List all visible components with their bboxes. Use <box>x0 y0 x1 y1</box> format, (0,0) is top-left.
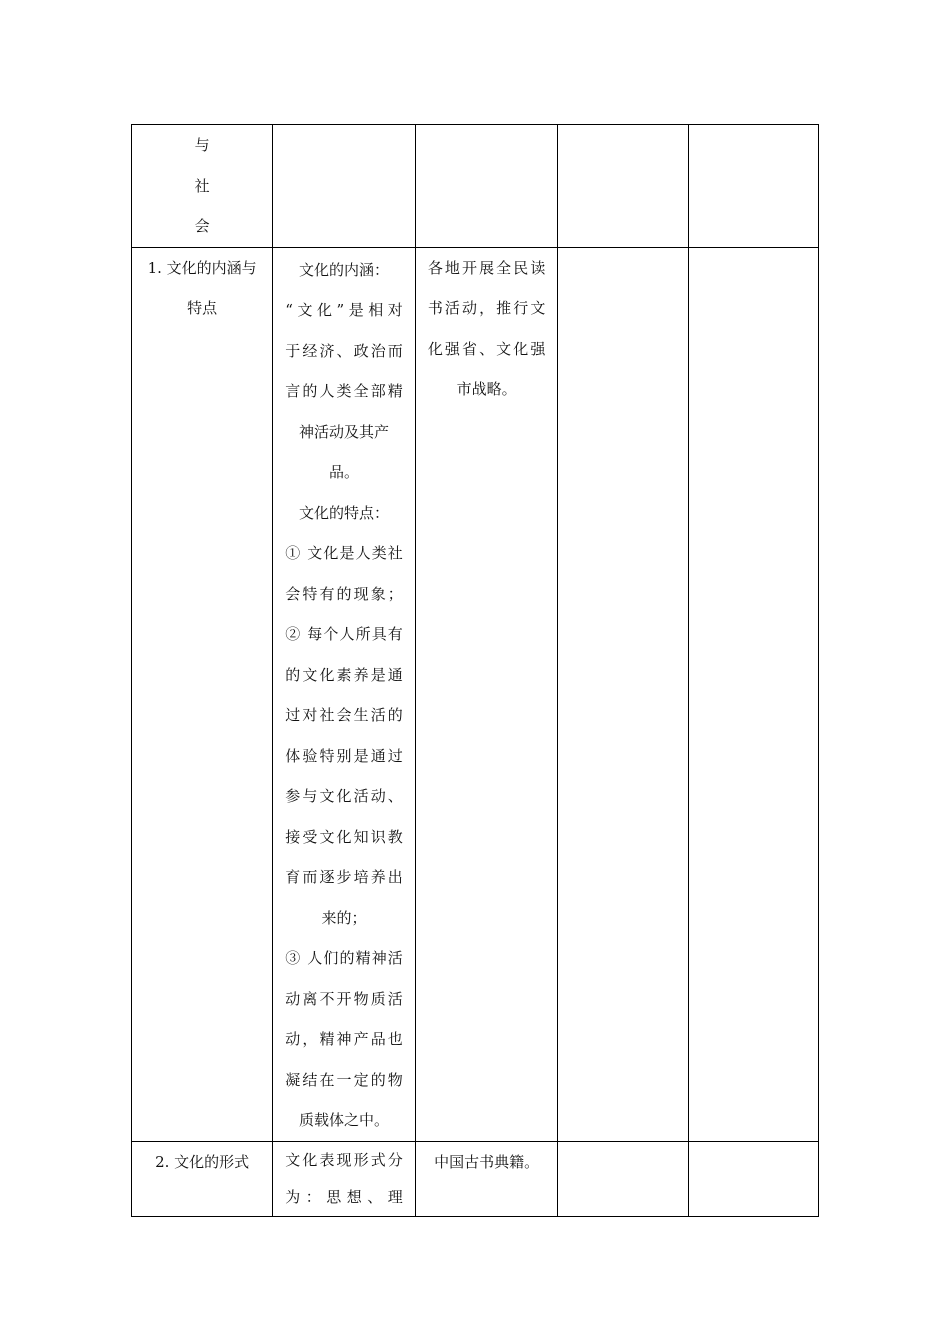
knowledge-point-line: 特点 <box>187 299 218 317</box>
content-line: 于经济、政治而 <box>285 341 403 360</box>
content-line: ② 每个人所具有 <box>285 625 403 643</box>
topic-cell <box>132 125 273 248</box>
example-line: 市战略。 <box>456 380 517 398</box>
content-line: 文化的特点： <box>299 503 390 522</box>
content-line: ① 文化是人类社 <box>285 544 403 562</box>
table-row <box>132 247 819 1141</box>
example-line: 书活动，推行文 <box>427 299 546 317</box>
example-line: 化强省、文化强 <box>427 339 546 358</box>
example-line: 中国古书典籍。 <box>434 1152 540 1171</box>
empty-cell <box>273 125 416 248</box>
empty-cell <box>688 247 818 1141</box>
content-line: 会特有的现象； <box>285 584 403 603</box>
content-line: 为：思想、理 <box>285 1187 403 1206</box>
empty-cell <box>558 125 688 248</box>
knowledge-point-line: 1. 文化的内涵与 <box>147 258 257 277</box>
example-cell <box>415 1141 558 1216</box>
topic-char: 社 <box>194 176 210 195</box>
content-line: 质载体之中。 <box>299 1111 390 1129</box>
content-line: 参与文化活动、 <box>285 787 403 805</box>
table-row <box>132 1141 819 1216</box>
knowledge-point-line: 2. 文化的形式 <box>155 1152 250 1171</box>
content-line: ③ 人们的精神活 <box>285 949 403 967</box>
table-row <box>132 125 819 248</box>
knowledge-point-cell <box>132 1141 273 1216</box>
content-cell <box>273 247 416 1141</box>
content-line: 育而逐步培养出 <box>285 868 403 886</box>
content-cell <box>273 1141 416 1216</box>
empty-cell <box>415 125 558 248</box>
content-line: 的文化素养是通 <box>285 665 403 684</box>
empty-cell <box>558 1141 688 1216</box>
lesson-table <box>131 124 819 1217</box>
content-line: “文化”是相对 <box>285 301 403 319</box>
content-line: 凝结在一定的物 <box>285 1070 403 1089</box>
empty-cell <box>558 247 688 1141</box>
content-line: 来的； <box>321 908 367 927</box>
content-line: 神活动及其产 <box>299 422 390 441</box>
topic-char: 与 <box>194 136 210 154</box>
content-line: 过对社会生活的 <box>285 706 403 724</box>
content-line: 文化表现形式分 <box>285 1150 403 1169</box>
content-line: 接受文化知识教 <box>285 827 403 846</box>
content-line: 动，精神产品也 <box>285 1030 403 1048</box>
content-line: 文化的内涵： <box>299 260 390 279</box>
empty-cell <box>688 1141 818 1216</box>
content-line: 言的人类全部精 <box>285 382 403 400</box>
empty-cell <box>688 125 818 248</box>
content-line: 动离不开物质活 <box>285 989 403 1008</box>
example-cell <box>415 247 558 1141</box>
topic-char: 会 <box>194 217 210 235</box>
content-line: 品。 <box>329 463 360 481</box>
knowledge-point-cell <box>132 247 273 1141</box>
example-line: 各地开展全民读 <box>427 258 546 277</box>
content-line: 体验特别是通过 <box>285 746 403 765</box>
